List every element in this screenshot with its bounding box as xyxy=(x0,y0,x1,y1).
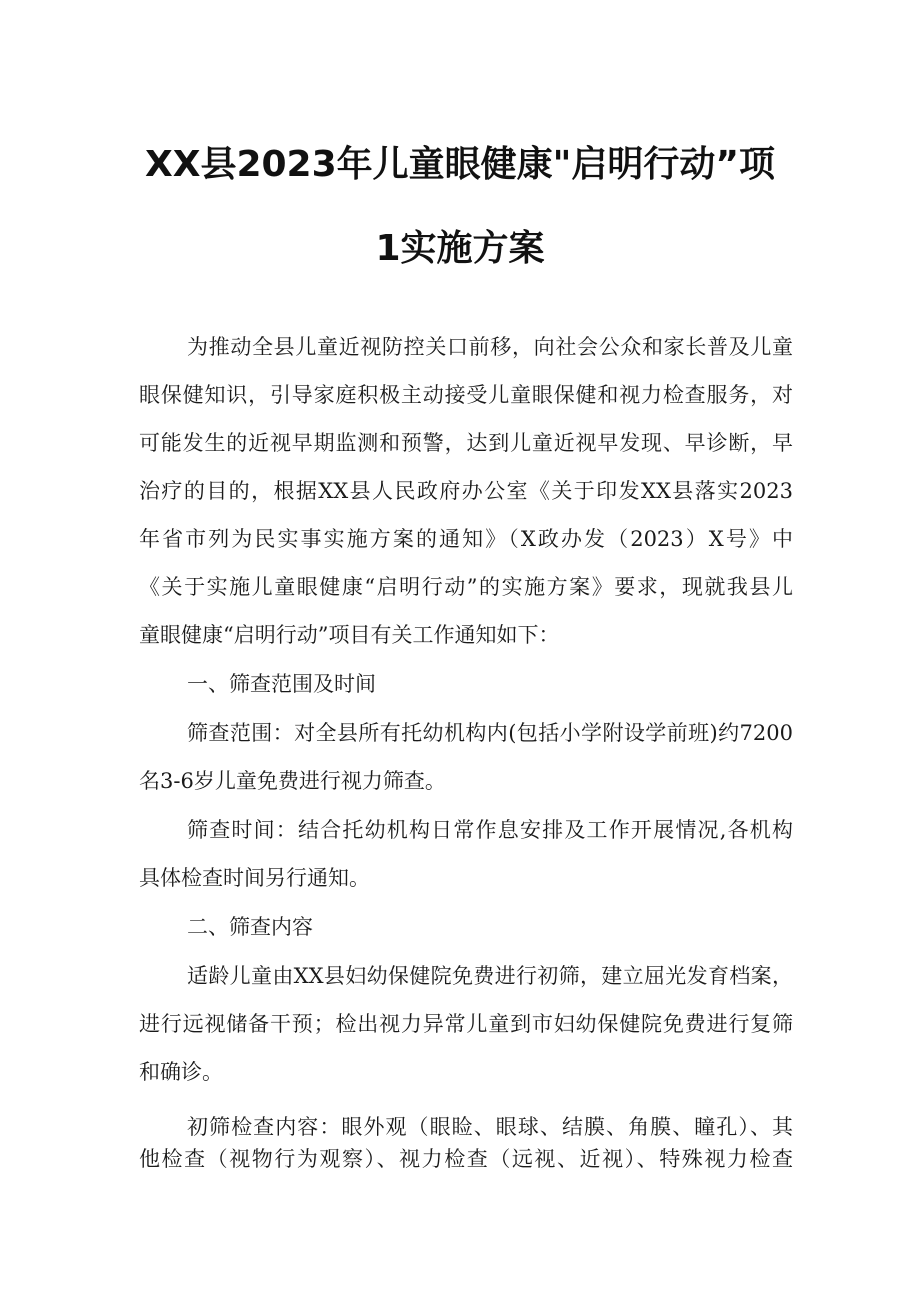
paragraph-scope-line: 名3-6岁儿童免费进行视力筛查。 xyxy=(139,769,446,793)
document-title-line-2: 1实施方案 xyxy=(375,228,545,269)
paragraph-intro-line: 童眼健康“启明行动”项目有关工作通知如下： xyxy=(139,623,560,647)
paragraph-intro-line: 《关于实施儿童眼健康“启明行动”的实施方案》要求，现就我县儿 xyxy=(139,575,793,599)
paragraph-content-line: 和确诊。 xyxy=(139,1060,223,1084)
section-heading-1: 一、筛查范围及时间 xyxy=(187,672,376,696)
document-title-line-1: XX县2023年儿童眼健康"启明行动”项 xyxy=(144,144,776,185)
paragraph-intro-line: 可能发生的近视早期监测和预警，达到儿童近视早发现、早诊断，早 xyxy=(139,431,793,455)
paragraph-time-line: 具体检查时间另行通知。 xyxy=(139,866,370,890)
paragraph-initial-screening-line: 初筛检查内容：眼外观（眼睑、眼球、结膜、角膜、瞳孔）、其 xyxy=(187,1115,793,1139)
section-heading-2: 二、筛查内容 xyxy=(187,915,313,939)
paragraph-intro-line: 年省市列为民实事实施方案的通知》（X政办发（2023）X号》中 xyxy=(139,527,793,551)
paragraph-initial-screening-line: 他检查（视物行为观察）、视力检查（远视、近视）、特殊视力检查 xyxy=(139,1147,793,1171)
paragraph-time-line: 筛查时间：结合托幼机构日常作息安排及工作开展情况,各机构 xyxy=(187,818,793,842)
paragraph-intro-line: 为推动全县儿童近视防控关口前移，向社会公众和家长普及儿童 xyxy=(187,335,793,359)
paragraph-intro-line: 治疗的目的，根据XX县人民政府办公室《关于印发XX县落实2023 xyxy=(139,479,793,503)
paragraph-content-line: 进行远视储备干预；检出视力异常儿童到市妇幼保健院免费进行复筛 xyxy=(139,1012,793,1036)
paragraph-intro-line: 眼保健知识，引导家庭积极主动接受儿童眼保健和视力检查服务，对 xyxy=(139,383,793,407)
paragraph-content-line: 适龄儿童由XX县妇幼保健院免费进行初筛，建立屈光发育档案， xyxy=(187,964,793,988)
paragraph-scope-line: 筛查范围：对全县所有托幼机构内(包括小学附设学前班)约7200 xyxy=(187,721,793,745)
